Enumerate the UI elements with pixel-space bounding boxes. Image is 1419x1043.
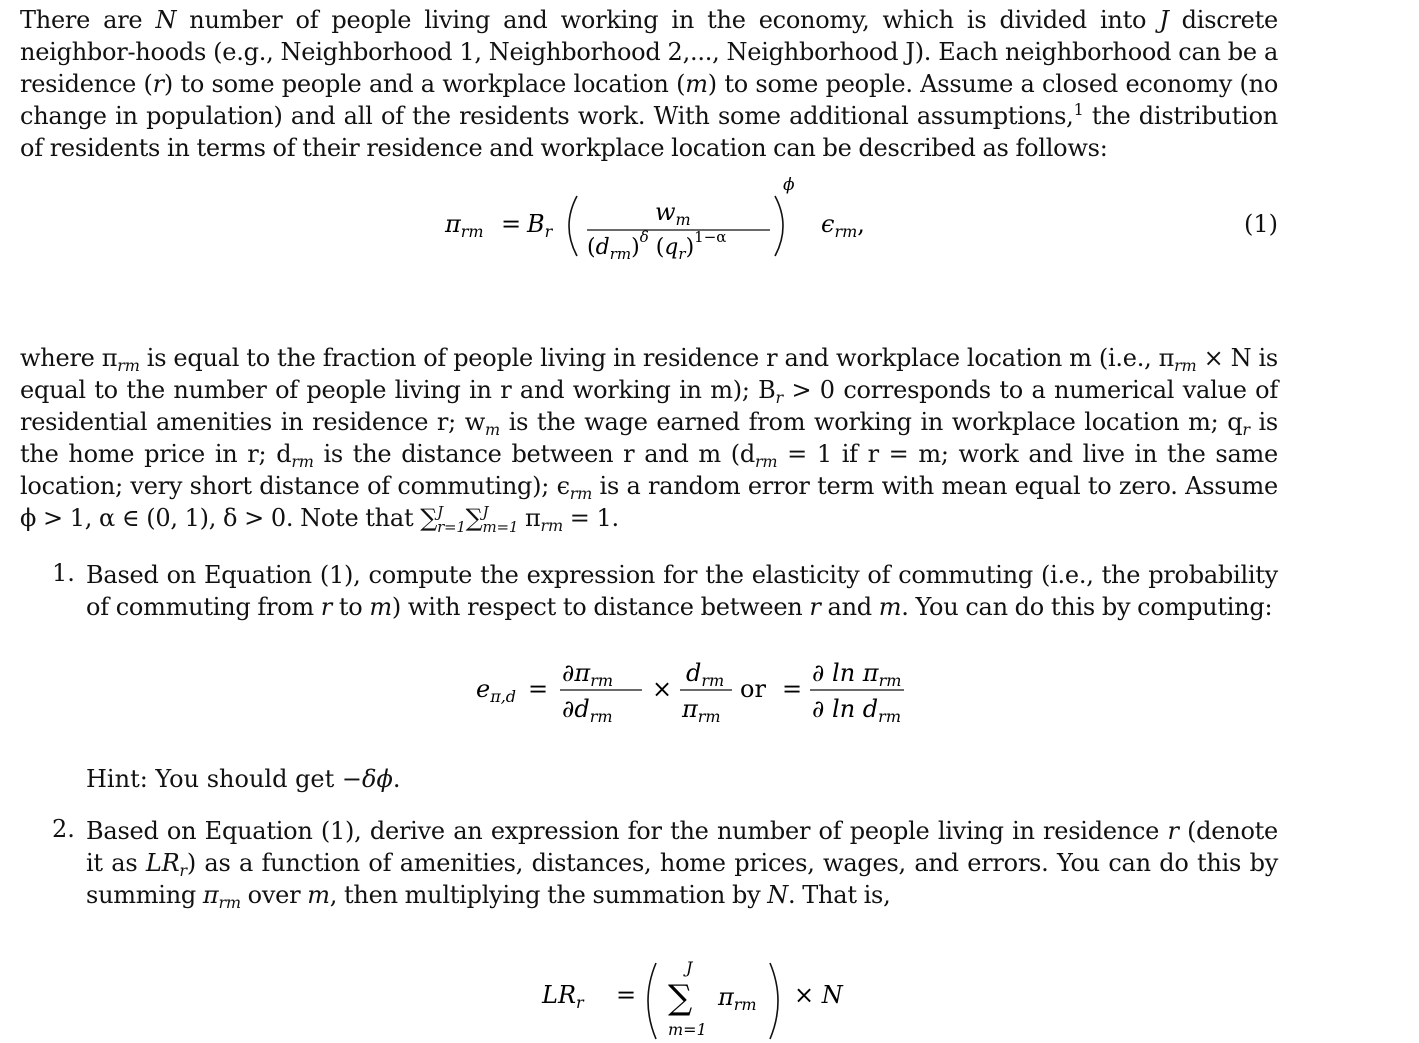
intro-text: There are (20, 6, 156, 34)
times-sign: × (652, 674, 673, 703)
q2-text: (denote it as (86, 816, 1279, 877)
hint-line (20, 763, 1278, 795)
sum-upper: J (437, 502, 443, 521)
elasticity-equals-2: = (782, 674, 803, 703)
def-text: π (518, 504, 541, 532)
eq1-epsilon: $\epsilon_{rm}$, (821, 210, 865, 241)
intro-text: ) to some people. Assume a closed economy (no change in population) and all of the residents work. With some additional assumptions, (20, 70, 1279, 130)
sum1-limits (437, 502, 466, 536)
intro-text: ) to some people and a workplace location ( (163, 70, 686, 98)
sum-lower: m=1 (668, 1019, 707, 1039)
def-sub: rm (540, 516, 563, 535)
def-sub: m (485, 420, 500, 439)
LR-left-paren (648, 963, 656, 1039)
sum-lower: r=1 (437, 517, 466, 536)
question-list-2 (20, 815, 1278, 911)
definition-paragraph (20, 342, 1278, 535)
equation-1-body (445, 174, 895, 266)
eq1-lhs: $\pi_{rm}$ (445, 210, 484, 241)
equation-1 (20, 164, 1278, 276)
sum-upper: J (482, 502, 489, 521)
summation-symbol: ∑ (668, 977, 693, 1018)
q2-text: . That is, (788, 880, 891, 909)
def-text: = 1. (562, 504, 619, 532)
var-pi: π (202, 880, 219, 909)
question-2-text (86, 815, 1278, 911)
intro-paragraph (20, 4, 1278, 164)
q1-text: ) with respect to distance between (391, 592, 810, 621)
def-sub: rm (1174, 356, 1197, 375)
var-LR-sub: r (179, 860, 187, 880)
equation-LR (20, 911, 1278, 1043)
q1-text: to (332, 592, 370, 621)
equation-elasticity (20, 623, 1278, 735)
def-text: > 0 corresponds to a numerical value of residential amenities in residence r; w (20, 376, 1278, 436)
var-LR: LR (145, 848, 180, 877)
LR-lhs: $LR_r$ (542, 980, 584, 1012)
var-N: N (767, 880, 789, 909)
sum-upper: J (686, 957, 693, 977)
document-page (20, 4, 1278, 1043)
eq1-numerator: $w_m$ (655, 198, 691, 229)
q1-text: Based on Equation (1), compute the expression for the elasticity of commuting (i.e., the probability of commuting from (86, 560, 1278, 621)
q1-text: and (820, 592, 879, 621)
question-1-text (86, 559, 1278, 623)
def-text: = 1 if r = m; work and live in the same location; very short distance of commuting); ϵ (20, 440, 1278, 500)
def-sub: rm (117, 356, 140, 375)
equation-1-number: (1) (1244, 210, 1278, 238)
def-sub: rm (569, 484, 593, 503)
var-m: m (369, 592, 392, 621)
def-text: is equal to the fraction of people living in residence r and workplace location m (i.e., π (139, 344, 1175, 372)
question-number: 1. (52, 558, 75, 587)
question-list (20, 559, 1278, 623)
def-text: where π (20, 344, 118, 372)
def-sub: r (775, 388, 783, 407)
var-J: J (1159, 6, 1169, 34)
sum2-limits (482, 502, 519, 536)
q1-text: . You can do this by computing: (901, 592, 1273, 621)
question-1 (20, 559, 1278, 623)
q2-text: ) as a function of amenities, distances, home prices, wages, and errors. You can do this by summing (86, 848, 1279, 909)
var-pi-sub: rm (218, 892, 241, 912)
def-text: is the distance between r and m (d (313, 440, 755, 468)
question-number: 2. (52, 814, 75, 843)
var-m: m (307, 880, 330, 909)
summation-symbol: ∑ (420, 504, 438, 532)
eq1-exponent-phi: ϕ (783, 175, 795, 195)
footnote-marker[interactable]: 1 (1073, 100, 1084, 119)
LR-times-N: × N (794, 980, 843, 1009)
sum-lower: m=1 (482, 517, 519, 536)
eq1-equals: = (501, 210, 522, 238)
var-r: r (320, 592, 333, 621)
eq1-denominator: $(d_{rm})^\delta$ $(q_r)^{1-\alpha}$ (587, 228, 727, 263)
intro-text: the distribution of residents in terms of their residence and workplace location can be described as follows: (20, 102, 1278, 162)
eq1-B: $B_r$ (527, 210, 553, 241)
equation-1-svg (445, 174, 895, 266)
frac2-denominator: $\pi_{rm}$ (682, 694, 721, 726)
def-sub: r (1242, 420, 1250, 439)
hint-end: . (392, 764, 401, 793)
var-m: m (878, 592, 902, 621)
or-word: or (740, 674, 766, 703)
q2-text: , then multiplying the summation by (329, 880, 768, 909)
frac1-numerator: $\partial\pi_{rm}$ (562, 658, 614, 690)
var-N: N (155, 6, 177, 34)
LR-right-paren (770, 963, 778, 1039)
def-text: × N is equal to the number of people living in r and working in m); B (20, 344, 1279, 404)
equation-LR-svg (540, 911, 900, 1043)
frac1-denominator: $\partial d_{rm}$ (562, 694, 613, 726)
def-text: is the home price in r; d (20, 408, 1279, 468)
q2-text: over (240, 880, 308, 909)
hint-label: Hint: You should get (86, 764, 342, 793)
frac3-numerator: ∂ $\ln \pi_{rm}$ (812, 658, 902, 690)
q2-text: Based on Equation (1), derive an expression for the number of people living in residence (86, 816, 1168, 845)
question-2 (20, 815, 1278, 911)
def-text: is a random error term with mean equal to zero. Assume ϕ > 1, α ∈ (0, 1), δ > 0. Note that (20, 472, 1278, 532)
elasticity-lhs: $e_{\pi,d}$ (476, 674, 517, 706)
def-sub: rm (755, 452, 778, 471)
var-m: m (685, 70, 708, 98)
eq1-right-paren (775, 196, 783, 256)
frac2-numerator: $d_{rm}$ (686, 658, 725, 690)
intro-text: number of people living and working in the economy, which is divided into (176, 6, 1160, 34)
hint-value: −δϕ (341, 764, 393, 793)
intro-text: discrete neighbor-hoods (e.g., Neighborhood 1, Neighborhood 2,..., Neighborhood J). Each neighborhood can be a residence ( (20, 6, 1278, 98)
def-text: is the wage earned from working in workplace location m; q (499, 408, 1243, 436)
LR-equals: = (616, 980, 637, 1009)
equation-elasticity-svg (476, 623, 996, 735)
var-r: r (1167, 816, 1179, 845)
summation-symbol: ∑ (465, 504, 483, 532)
elasticity-equals: = (528, 674, 549, 703)
def-sub: rm (291, 452, 314, 471)
frac3-denominator: ∂ $\ln d_{rm}$ (812, 694, 901, 726)
LR-pi: $\pi_{rm}$ (718, 982, 757, 1014)
var-r: r (809, 592, 821, 621)
eq1-left-paren (569, 196, 577, 256)
var-r: r (152, 70, 164, 98)
